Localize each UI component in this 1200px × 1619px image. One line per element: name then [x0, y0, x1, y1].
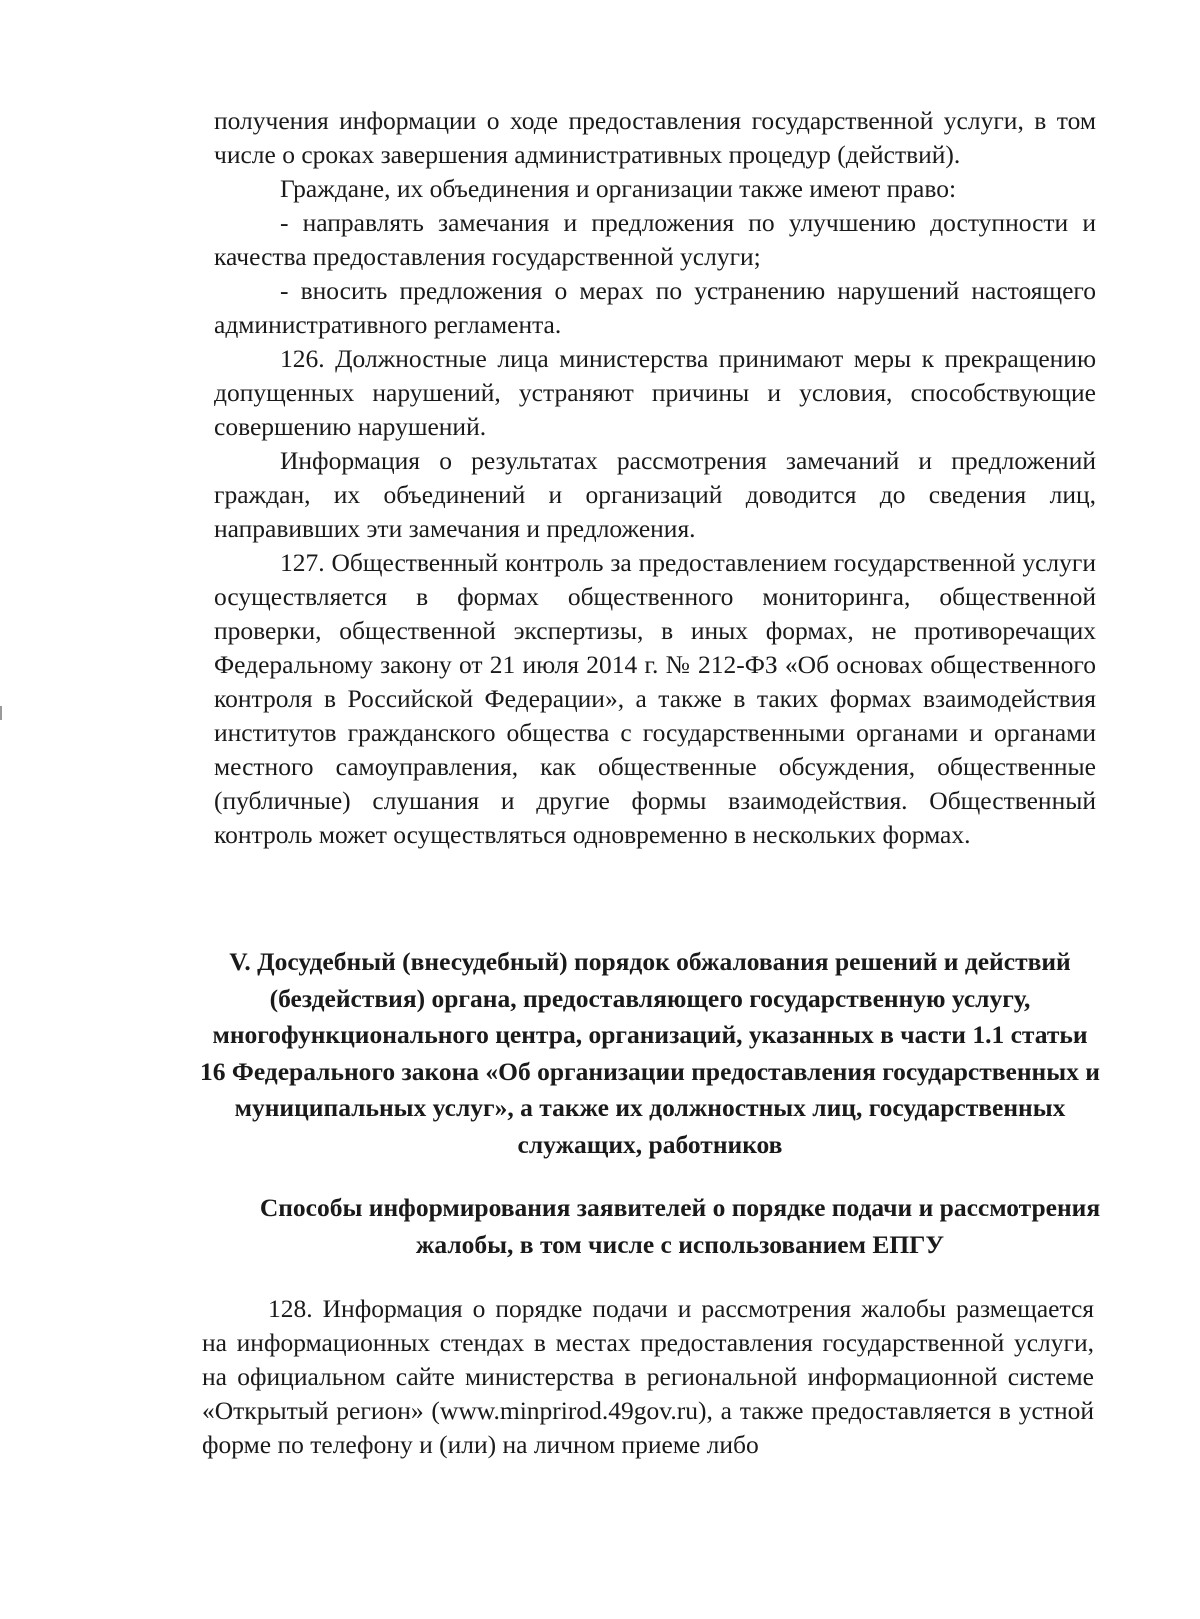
- section-heading: V. Досудебный (внесудебный) порядок обжалования решений и действий (бездействия) органа, предоставляющего государственную услугу, многофункционального центра, организаций, указанных в части 1.1 статьи 16 Федерального закона «Об организации предоставления государственных и муниципальных услуг», а также их должностных лиц, государственных служащих, работников: [200, 947, 1100, 1159]
- paragraph-127: 127. Общественный контроль за предоставлением государственной услуги осуществляется в формах общественного мониторинга, общественной проверки, общественной экспертизы, в иных формах, не противоречащих Федеральному закону от 21 июля 2014 г. № 212-ФЗ «Об основах общественного контроля в Российской Федерации», а также в таких формах взаимодействия институтов гражданского общества с государственными органами и органами местного самоуправления, как общественные обсуждения, общественные (публичные) слушания и другие формы взаимодействия. Общественный контроль может осуществляться одновременно в нескольких формах.: [214, 548, 1096, 849]
- list-item-remarks: - направлять замечания и предложения по улучшению доступности и качества предоставления государственной услуги;: [214, 208, 1096, 271]
- paragraph-128: 128. Информация о порядке подачи и рассмотрения жалобы размещается на информационных стендах в местах предоставления государственной услуги, на официальном сайте министерства в региональной информационной системе «Открытый регион» (www.minprirod.49gov.ru), а также предоставляется в устной форме по телефону и (или) на личном приеме либо: [202, 1294, 1094, 1459]
- scan-edge-mark: [0, 706, 2, 720]
- paragraph-continuation: получения информации о ходе предоставления государственной услуги, в том числе о сроках завершения административных процедур (действий).: [214, 106, 1096, 169]
- paragraph-results-info: Информация о результатах рассмотрения замечаний и предложений граждан, их объединений и организаций доводится до сведения лиц, направивших эти замечания и предложения.: [214, 446, 1096, 543]
- section-heading-block: [200, 944, 1100, 1163]
- subsection-heading: Способы информирования заявителей о порядке подачи и рассмотрения жалобы, в том числе с использованием ЕПГУ: [259, 1193, 1101, 1259]
- top-text-block: [214, 104, 1096, 852]
- paragraph-rights-intro: Граждане, их объединения и организации также имеют право:: [280, 174, 957, 203]
- list-item-proposals: - вносить предложения о мерах по устранению нарушений настоящего административного регламента.: [214, 276, 1096, 339]
- paragraph-126: 126. Должностные лица министерства принимают меры к прекращению допущенных нарушений, устраняют причины и условия, способствующие совершению нарушений.: [214, 344, 1096, 441]
- subsection-heading-block: [250, 1190, 1110, 1263]
- bottom-text-block: [202, 1292, 1094, 1462]
